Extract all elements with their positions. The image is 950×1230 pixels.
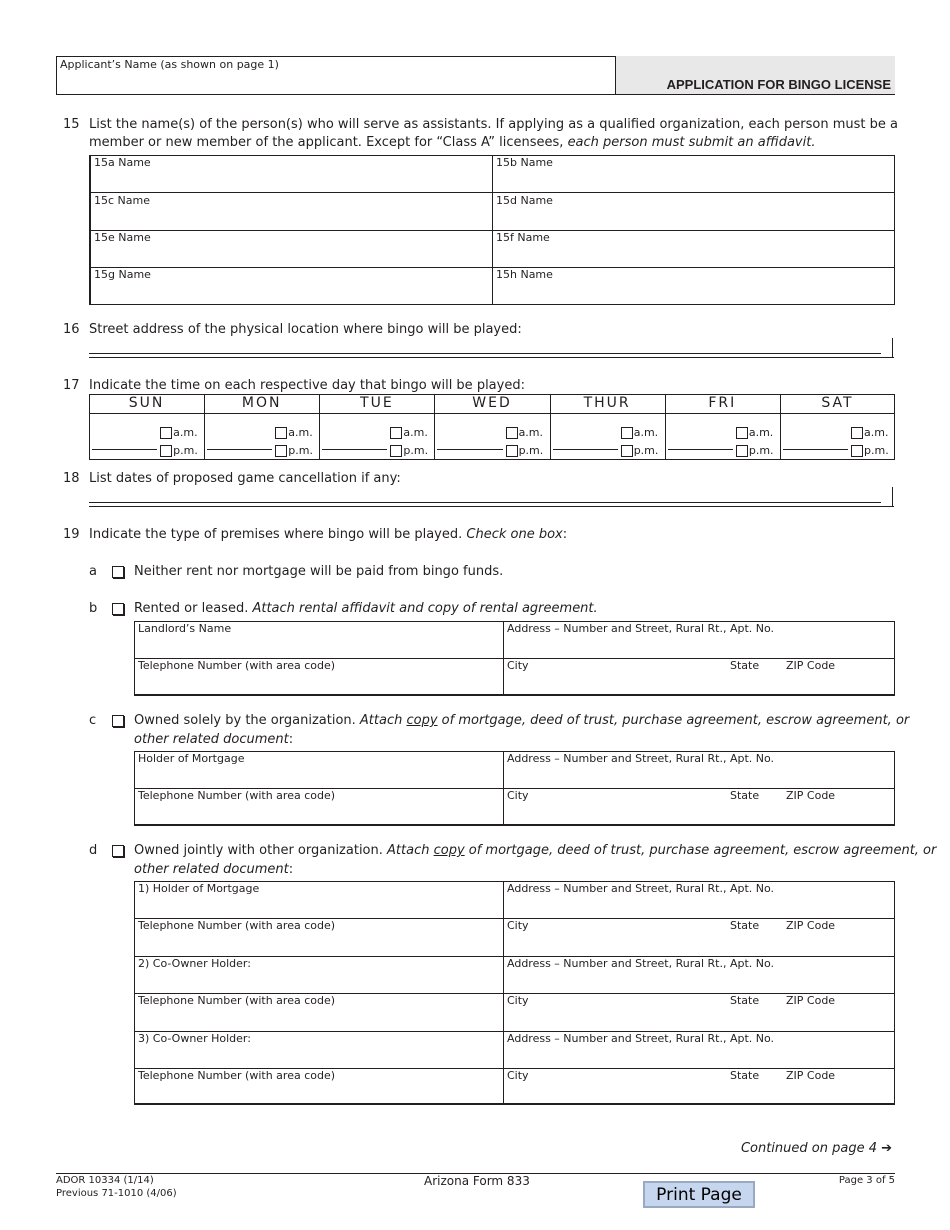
q19b-city-label: City: [507, 659, 529, 673]
am-checkbox-mon[interactable]: [275, 427, 287, 439]
day-header-sun: SUN: [128, 395, 165, 411]
previous-form-code: Previous 71-1010 (4/06): [56, 1188, 177, 1199]
form-code: ADOR 10334 (1/14): [56, 1175, 154, 1186]
form-name: Arizona Form 833: [424, 1174, 530, 1188]
am-label: a.m.: [748, 426, 774, 439]
pm-label: p.m.: [864, 444, 889, 457]
pm-checkbox-mon[interactable]: [275, 445, 287, 457]
q19d-address-label: Address – Number and Street, Rural Rt., Apt. No.: [507, 1031, 775, 1045]
q19c-text-line2: other related document:: [134, 732, 294, 747]
q19d-co-owner-3-field[interactable]: [135, 1032, 502, 1067]
name-15f-field[interactable]: [493, 231, 894, 266]
q19c-letter: c: [89, 713, 97, 728]
name-15d-field[interactable]: [493, 193, 894, 229]
name-15g-field[interactable]: [91, 268, 491, 304]
cancellation-dates-field[interactable]: [89, 487, 895, 507]
q19d-city-label: City: [507, 1069, 529, 1082]
form-title: APPLICATION FOR BINGO LICENSE: [666, 77, 891, 92]
pm-checkbox-tue[interactable]: [390, 445, 402, 457]
q19d-zip-label: ZIP Code: [786, 919, 836, 933]
q19c-mortgage-holder-field[interactable]: [135, 752, 502, 787]
q19a-letter: a: [89, 564, 97, 579]
time-field-sat[interactable]: [783, 434, 848, 450]
q19-number: 19: [63, 527, 80, 542]
time-field-mon[interactable]: [207, 434, 272, 450]
q19c-telephone-field[interactable]: [135, 789, 502, 824]
q19c-state-label: State: [730, 789, 760, 803]
q19b-checkbox[interactable]: [112, 603, 124, 615]
q19a-text: Neither rent nor mortgage will be paid from bingo funds.: [134, 564, 504, 579]
time-field-sun[interactable]: [92, 434, 157, 450]
q19d-mortgage-holder-1-label: 1) Holder of Mortgage: [138, 882, 260, 895]
pm-checkbox-wed[interactable]: [506, 445, 518, 457]
q19d-mortgage-holder-1-field[interactable]: [135, 882, 502, 917]
q19d-address-field[interactable]: [504, 882, 894, 917]
pm-label: p.m.: [403, 444, 429, 457]
q19b-city-state-zip-field[interactable]: [504, 659, 894, 694]
am-checkbox-fri[interactable]: [736, 427, 748, 439]
q19d-telephone-3-field[interactable]: [135, 1069, 502, 1104]
name-15a-field[interactable]: [91, 156, 491, 191]
name-15b-field[interactable]: [493, 156, 894, 191]
q19d-text-line2: other related document:: [134, 862, 294, 877]
q15-text-line1: List the name(s) of the person(s) who will serve as assistants. If applying as a qualified organization, each person must be a: [89, 117, 898, 132]
name-15a-label: 15a Name: [94, 156, 151, 169]
q19b-landlord-name-label: Landlord’s Name: [138, 622, 232, 635]
am-checkbox-sat[interactable]: [851, 427, 863, 439]
am-label: a.m.: [518, 426, 544, 439]
name-15e-field[interactable]: [91, 231, 491, 266]
q19d-co-owner-2-label: 2) Co-Owner Holder:: [138, 956, 251, 970]
q19c-address-label: Address – Number and Street, Rural Rt., Apt. No.: [507, 752, 775, 765]
q19a-checkbox[interactable]: [112, 566, 124, 578]
am-label: a.m.: [288, 426, 313, 439]
q19d-zip-label: ZIP Code: [786, 1069, 836, 1082]
q15-text-line2: member or new member of the applicant. Except for “Class A” licensees, each person must submit an affidavit.: [89, 135, 816, 150]
am-label: a.m.: [864, 426, 889, 439]
time-field-thur[interactable]: [553, 434, 618, 450]
name-15h-field[interactable]: [493, 268, 894, 304]
q16-number: 16: [63, 322, 80, 337]
q19d-address-field[interactable]: [504, 1032, 894, 1067]
q19b-letter: b: [89, 601, 98, 616]
name-15c-label: 15c Name: [94, 194, 150, 207]
q19d-zip-label: ZIP Code: [786, 994, 836, 1008]
q19d-city-state-zip-field[interactable]: [504, 919, 894, 954]
q19d-city-state-zip-field[interactable]: [504, 1069, 894, 1104]
pm-checkbox-sat[interactable]: [851, 445, 863, 457]
q19c-city-label: City: [507, 789, 529, 803]
name-15d-label: 15d Name: [496, 194, 553, 207]
q19c-city-state-zip-field[interactable]: [504, 789, 894, 824]
applicant-name-label: Applicant’s Name (as shown on page 1): [60, 58, 279, 71]
form-title-bar: [616, 56, 895, 95]
pm-checkbox-fri[interactable]: [736, 445, 748, 457]
q18-number: 18: [63, 471, 80, 486]
day-header-fri: FRI: [708, 395, 737, 411]
q19d-telephone-1-label: Telephone Number (with area code): [138, 919, 336, 933]
q19c-checkbox[interactable]: [112, 715, 124, 727]
q19d-telephone-2-label: Telephone Number (with area code): [138, 994, 336, 1008]
name-15h-label: 15h Name: [496, 268, 553, 281]
name-15f-label: 15f Name: [496, 231, 550, 244]
q19d-city-label: City: [507, 919, 529, 933]
name-15g-label: 15g Name: [94, 268, 151, 281]
q19d-co-owner-3-label: 3) Co-Owner Holder:: [138, 1031, 251, 1045]
q19b-landlord-name-field[interactable]: [135, 622, 502, 657]
day-header-wed: WED: [472, 395, 512, 411]
pm-label: p.m.: [748, 444, 774, 457]
applicant-name-field[interactable]: [56, 56, 616, 95]
q19c-address-field[interactable]: [504, 752, 894, 787]
q19d-state-label: State: [730, 919, 760, 933]
q19d-telephone-2-field[interactable]: [135, 994, 502, 1029]
q19c-zip-label: ZIP Code: [786, 789, 836, 803]
q19c-mortgage-holder-label: Holder of Mortgage: [138, 752, 245, 765]
name-15e-label: 15e Name: [94, 231, 151, 244]
pm-checkbox-thur[interactable]: [621, 445, 633, 457]
q19d-address-label: Address – Number and Street, Rural Rt., Apt. No.: [507, 956, 775, 970]
am-label: a.m.: [403, 426, 428, 439]
q19d-state-label: State: [730, 1069, 760, 1082]
q17-text: Indicate the time on each respective day that bingo will be played:: [89, 378, 525, 393]
page-number: Page 3 of 5: [838, 1175, 895, 1186]
pm-checkbox-sun[interactable]: [160, 445, 172, 457]
q19b-telephone-label: Telephone Number (with area code): [138, 659, 336, 673]
continued-note: Continued on page 4 ➔: [740, 1141, 892, 1156]
q19b-address-field[interactable]: [504, 622, 894, 657]
q19d-letter: d: [89, 843, 98, 858]
pm-label: p.m.: [288, 444, 313, 457]
name-15c-field[interactable]: [91, 193, 491, 229]
q19b-address-label: Address – Number and Street, Rural Rt., Apt. No.: [507, 622, 775, 635]
day-header-mon: MON: [241, 395, 282, 411]
pm-label: p.m.: [173, 444, 198, 457]
q19d-city-label: City: [507, 994, 529, 1008]
day-header-sat: SAT: [821, 395, 854, 411]
q19-text: Indicate the type of premises where bingo will be played. Check one box:: [89, 527, 568, 542]
q15-number: 15: [63, 117, 80, 132]
q16-text: Street address of the physical location where bingo will be played:: [89, 322, 522, 337]
q19d-address-field[interactable]: [504, 957, 894, 992]
q19b-text: Rented or leased. Attach rental affidavit and copy of rental agreement.: [134, 601, 598, 616]
name-15b-label: 15b Name: [496, 156, 553, 169]
q19b-zip-label: ZIP Code: [786, 659, 836, 673]
q18-text: List dates of proposed game cancellation if any:: [89, 471, 401, 486]
day-header-tue: TUE: [360, 395, 394, 411]
q19d-text-line1: Owned jointly with other organization. Attach copy of mortgage, deed of trust, purchase agreement, escrow agreement, or: [134, 843, 937, 858]
q19d-telephone-3-label: Telephone Number (with area code): [138, 1069, 336, 1082]
q19d-address-label: Address – Number and Street, Rural Rt., Apt. No.: [507, 882, 775, 895]
q19d-city-state-zip-field[interactable]: [504, 994, 894, 1029]
am-checkbox-wed[interactable]: [506, 427, 518, 439]
time-field-tue[interactable]: [322, 434, 387, 450]
q19d-checkbox[interactable]: [112, 845, 124, 857]
print-page-button[interactable]: Print Page: [643, 1181, 755, 1208]
q19d-telephone-1-field[interactable]: [135, 919, 502, 954]
pm-label: p.m.: [518, 444, 544, 457]
q19d-co-owner-2-field[interactable]: [135, 957, 502, 992]
day-header-thur: THUR: [583, 395, 631, 411]
q19b-telephone-field[interactable]: [135, 659, 502, 694]
q19d-state-label: State: [730, 994, 760, 1008]
q17-number: 17: [63, 378, 80, 393]
am-checkbox-thur[interactable]: [621, 427, 633, 439]
am-label: a.m.: [633, 426, 659, 439]
am-label: a.m.: [173, 426, 198, 439]
time-field-wed[interactable]: [437, 434, 502, 450]
pm-label: p.m.: [633, 444, 659, 457]
q19c-telephone-label: Telephone Number (with area code): [138, 789, 336, 803]
q19c-text-line1: Owned solely by the organization. Attach copy of mortgage, deed of trust, purchase agreement, escrow agreement, or: [134, 713, 910, 728]
q19b-state-label: State: [730, 659, 760, 673]
time-field-fri[interactable]: [668, 434, 733, 450]
bingo-location-address-field[interactable]: [89, 338, 895, 358]
am-checkbox-sun[interactable]: [160, 427, 172, 439]
am-checkbox-tue[interactable]: [390, 427, 402, 439]
